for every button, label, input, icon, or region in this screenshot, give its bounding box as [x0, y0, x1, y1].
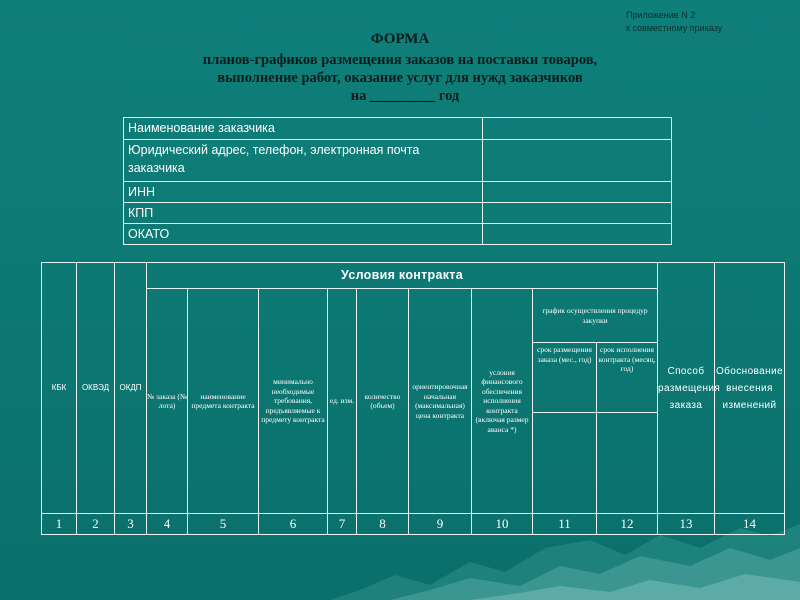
info-value[interactable]: [483, 203, 672, 224]
info-label: КПП: [124, 203, 483, 224]
info-row: [124, 182, 672, 203]
col-justification: Обоснование внесения изменений: [715, 263, 785, 514]
column-number: 6: [259, 514, 328, 535]
form-year-line: на _________ год: [350, 88, 460, 104]
column-number: 10: [472, 514, 533, 535]
column-number: 3: [115, 514, 147, 535]
blank-cell: [533, 413, 597, 514]
form-subtitle-line-2: выполнение работ, оказание услуг для нужд заказчиков: [217, 70, 583, 86]
info-value[interactable]: [483, 224, 672, 245]
col-initial-price: ориентировочная начальная (максимальная) цена контракта: [409, 289, 472, 514]
column-number: 11: [533, 514, 597, 535]
col-placement-term: срок размещения заказа (мес., год): [533, 343, 597, 413]
col-unit: ед. изм.: [328, 289, 357, 514]
column-number: 5: [188, 514, 259, 535]
column-number: 4: [147, 514, 188, 535]
info-value[interactable]: [483, 140, 672, 182]
col-requirements: минимально необходимые требования, предъявляемые к предмету контракта: [259, 289, 328, 514]
info-label: Наименование заказчика: [124, 118, 483, 140]
column-number: 2: [77, 514, 115, 535]
appendix-line-2: к совместному приказу: [626, 23, 723, 33]
col-kbk: КБК: [42, 263, 77, 514]
info-row: [124, 203, 672, 224]
header-row-1: [42, 263, 785, 289]
info-row: [124, 118, 672, 140]
form-subtitle-line-1: планов-графиков размещения заказов на поставки товаров,: [202, 52, 598, 68]
customer-info-table: [123, 117, 672, 245]
column-number: 9: [409, 514, 472, 535]
info-label: ОКАТО: [124, 224, 483, 245]
info-value[interactable]: [483, 118, 672, 140]
col-quantity: количество (объем): [357, 289, 409, 514]
col-financial-security: условия финансового обеспечения исполнения контракта (включая размер аванса *): [472, 289, 533, 514]
col-okved: ОКВЭД: [77, 263, 115, 514]
column-number: 13: [658, 514, 715, 535]
col-execution-term: срок исполнения контракта (месяц, год): [597, 343, 658, 413]
info-label: Юридический адрес, телефон, электронная почта заказчика: [124, 140, 483, 182]
form-title: ФОРМА: [370, 31, 430, 47]
info-label: ИНН: [124, 182, 483, 203]
col-lot-number: № заказа (№ лота): [147, 289, 188, 514]
appendix-line-1: Приложение N 2: [626, 10, 696, 20]
blank-cell: [597, 413, 658, 514]
plan-schedule-table: [41, 262, 785, 535]
contract-conditions-header: Условия контракта: [147, 263, 658, 289]
info-value[interactable]: [483, 182, 672, 203]
column-number-row: [42, 514, 785, 535]
info-row: [124, 224, 672, 245]
procurement-schedule-header: график осуществления процедур закупки: [533, 289, 658, 343]
info-row: [124, 140, 672, 182]
column-number: 12: [597, 514, 658, 535]
column-number: 1: [42, 514, 77, 535]
col-contract-subject: наименование предмета контракта: [188, 289, 259, 514]
col-method: Способ размещения заказа: [658, 263, 715, 514]
column-number: 7: [328, 514, 357, 535]
col-okdp: ОКДП: [115, 263, 147, 514]
column-number: 14: [715, 514, 785, 535]
column-number: 8: [357, 514, 409, 535]
form-heading: [130, 30, 670, 105]
